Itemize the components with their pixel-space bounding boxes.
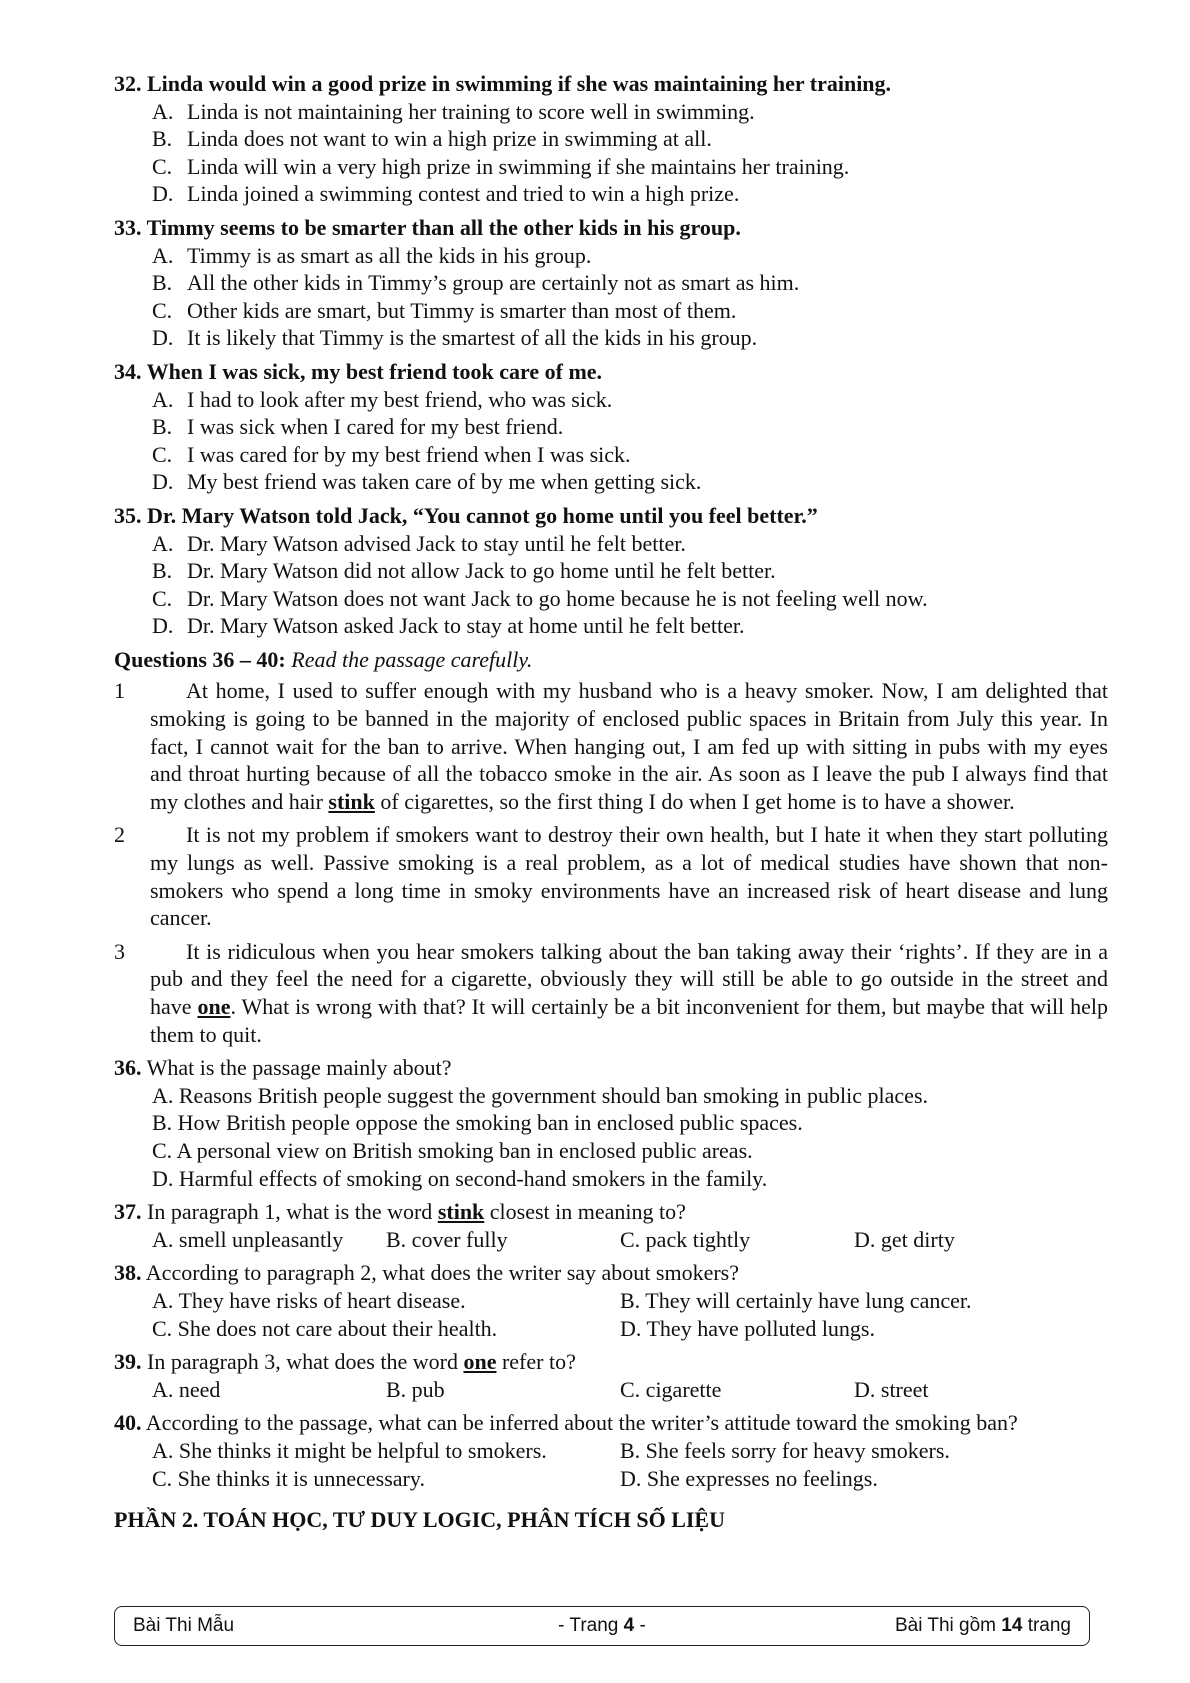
question-text: refer to? [501,1349,576,1375]
question-number: 36. [114,1055,142,1081]
paragraph-number: 1 [114,678,125,704]
option-label: B. [152,558,173,584]
option-label: A. [152,530,174,556]
option-text: Linda will win a very high prize in swimming if she maintains her training. [187,153,850,179]
option-label: C. [152,297,173,323]
question-stem [114,1348,1108,1376]
footer-page-suffix: - [639,1615,646,1636]
paragraph-text: It is ridiculous when you hear smokers talking about the ban taking away their ‘rights’. If they are in a pub and they feel the need for a cigarette, obviously they will still be able to go outside in the street and have [150,938,1108,1019]
passage-heading-label: Questions 36 – 40: [114,646,286,672]
question-38 [114,1259,1108,1342]
option-label: D. [152,325,174,351]
question-stem [114,1054,1108,1082]
keyword-stink: stink [328,788,375,814]
option-c: C. pack tightly [620,1226,751,1252]
option-text: Dr. Mary Watson advised Jack to stay until he felt better. [187,530,686,556]
option-a [114,530,1108,558]
question-stem [114,1259,1108,1287]
keyword-one: one [463,1349,497,1375]
page-footer [114,1606,1090,1646]
option-text: Dr. Mary Watson does not want Jack to go home because he is not feeling well now. [187,585,928,611]
question-text: What is the passage mainly about? [146,1055,452,1081]
options-row [114,1376,1108,1404]
option-label: C. [152,441,173,467]
question-number: 39. [114,1349,142,1375]
option-d: D. They have polluted lungs. [620,1315,875,1341]
option-d [114,180,1108,208]
footer-right [895,1615,1071,1637]
option-label: A. [152,98,174,124]
paragraph-3 [114,938,1108,1048]
question-text: In paragraph 1, what is the word [147,1199,433,1225]
paragraph-text: It is not my problem if smokers want to destroy their own health, but I hate it when they start polluting my lungs as well. Passive smoking is a real problem, as a lot of medical studies have shown that non-smokers who spend a long time in smoky environments have an increased risk of heart disease and lung cancer. [150,822,1108,931]
question-number: 38. [114,1260,142,1286]
keyword-stink: stink [437,1199,485,1225]
option-c: C. cigarette [620,1376,722,1402]
option-b [114,269,1108,297]
option-label: D. [152,469,174,495]
section-title: PHẦN 2. TOÁN HỌC, TƯ DUY LOGIC, PHÂN TÍCH SỐ LIỆU [114,1507,725,1533]
option-text: I was cared for by my best friend when I was sick. [187,441,631,467]
passage-heading-instruction: Read the passage carefully. [291,646,533,672]
question-stem: 34. When I was sick, my best friend took care of me. [114,358,603,384]
footer-page-prefix: - Trang [558,1615,619,1636]
option-text: I had to look after my best friend, who was sick. [187,386,613,412]
option-label: B. [152,126,173,152]
option-a [114,98,1108,126]
question-36 [114,1054,1108,1192]
option-b: B. They will certainly have lung cancer. [620,1287,972,1313]
question-34 [114,358,1108,496]
footer-page-number: 4 [623,1615,635,1636]
option-label: D. [152,613,174,639]
paragraph-text: At home, I used to suffer enough with my husband who is a heavy smoker. Now, I am delighted that smoking is going to be banned in the majority of enclosed public spaces in Britain from July this year. In fact, I cannot wait for the ban to arrive. When hanging out, I am fed up with sitting in pubs with my eyes and throat hurting because of all the tobacco smoke in the air. As soon as I leave the pub I always find that my clothes and hair [150,678,1108,814]
question-stem: 35. Dr. Mary Watson told Jack, “You cannot go home until you feel better.” [114,502,818,528]
option-d [114,612,1108,640]
option-text: Linda does not want to win a high prize in swimming at all. [187,126,712,152]
option-text: My best friend was taken care of by me when getting sick. [187,469,702,495]
question-stem [114,1198,1108,1226]
question-stem: 32. Linda would win a good prize in swimming if she was maintaining her training. [114,71,892,96]
option-b: B. cover fully [386,1226,508,1252]
option-text: Linda is not maintaining her training to score well in swimming. [187,98,755,124]
option-label: B. [152,414,173,440]
option-b: B. pub [386,1376,445,1402]
options-row [114,1226,1108,1254]
option-a: A. They have risks of heart disease. [152,1287,466,1313]
question-number: 37. [114,1199,142,1225]
option-label: D. [152,181,174,207]
option-text: All the other kids in Timmy’s group are certainly not as smart as him. [187,270,800,296]
paragraph-2 [114,821,1108,931]
question-37 [114,1198,1108,1253]
footer-total-prefix: Bài Thi gồm [894,1615,996,1636]
option-c [114,441,1108,469]
question-35 [114,502,1108,640]
question-33 [114,214,1108,352]
option-c: C. She thinks it is unnecessary. [152,1465,425,1491]
question-40 [114,1409,1108,1492]
question-number: 40. [114,1410,142,1436]
option-a [114,242,1108,270]
option-a: A. smell unpleasantly [152,1226,344,1252]
option-text: Dr. Mary Watson did not allow Jack to go home until he felt better. [187,558,776,584]
option-d: D. She expresses no feelings. [620,1465,878,1491]
question-32 [114,70,1108,208]
option-text: Timmy is as smart as all the kids in his group. [187,242,592,268]
option-label: C. [152,153,173,179]
option-d: D. get dirty [854,1226,955,1252]
option-label: A. [152,242,174,268]
question-text: According to paragraph 2, what does the writer say about smokers? [145,1260,740,1286]
option-label: B. [152,270,173,296]
paragraph-text: of cigarettes, so the first thing I do when I get home is to have a shower. [380,788,1015,814]
question-39 [114,1348,1108,1403]
keyword-one: one [197,994,231,1019]
question-text: According to the passage, what can be inferred about the writer’s attitude toward the smoking ban? [145,1410,1018,1436]
option-b [114,413,1108,441]
options-grid [114,1287,1108,1342]
option-text: It is likely that Timmy is the smartest of all the kids in his group. [187,325,758,351]
question-text: closest in meaning to? [489,1199,686,1225]
page-content [114,70,1108,1534]
option-c: C. A personal view on British smoking ban in enclosed public areas. [152,1137,753,1163]
footer-left: Bài Thi Mẫu [133,1615,235,1636]
option-a: A. She thinks it might be helpful to smokers. [152,1437,547,1463]
option-text: Linda joined a swimming contest and tried to win a high prize. [187,181,740,207]
paragraph-number: 3 [114,938,125,964]
question-stem: 33. Timmy seems to be smarter than all the other kids in his group. [114,214,741,240]
paragraph-1 [114,677,1108,815]
option-d [114,324,1108,352]
footer-total-suffix: trang [1027,1615,1071,1636]
question-stem [114,1409,1108,1437]
option-b [114,557,1108,585]
option-text: I was sick when I cared for my best friend. [187,414,564,440]
option-a [114,386,1108,414]
option-b: B. She feels sorry for heavy smokers. [620,1437,950,1463]
option-label: C. [152,585,173,611]
option-c [114,585,1108,613]
option-c [114,297,1108,325]
question-text: In paragraph 3, what does the word [147,1349,458,1375]
option-a: A. need [152,1376,221,1402]
option-text: Other kids are smart, but Timmy is smarter than most of them. [187,297,737,323]
options-grid [114,1437,1108,1492]
option-d: D. street [854,1376,929,1402]
option-c [114,153,1108,181]
paragraph-text: . What is wrong with that? It will certainly be a bit inconvenient for them, but maybe that will help them to quit. [150,994,1108,1047]
option-d: D. Harmful effects of smoking on second-hand smokers in the family. [152,1165,768,1191]
option-text: Dr. Mary Watson asked Jack to stay at home until he felt better. [187,613,745,639]
option-b: B. How British people oppose the smoking ban in enclosed public spaces. [152,1110,803,1136]
passage-heading [114,646,1108,674]
option-c: C. She does not care about their health. [152,1315,498,1341]
option-a: A. Reasons British people suggest the government should ban smoking in public places. [152,1082,929,1108]
paragraph-number: 2 [114,822,125,848]
footer-total-pages: 14 [1001,1615,1023,1636]
option-label: A. [152,386,174,412]
option-d [114,468,1108,496]
option-b [114,125,1108,153]
